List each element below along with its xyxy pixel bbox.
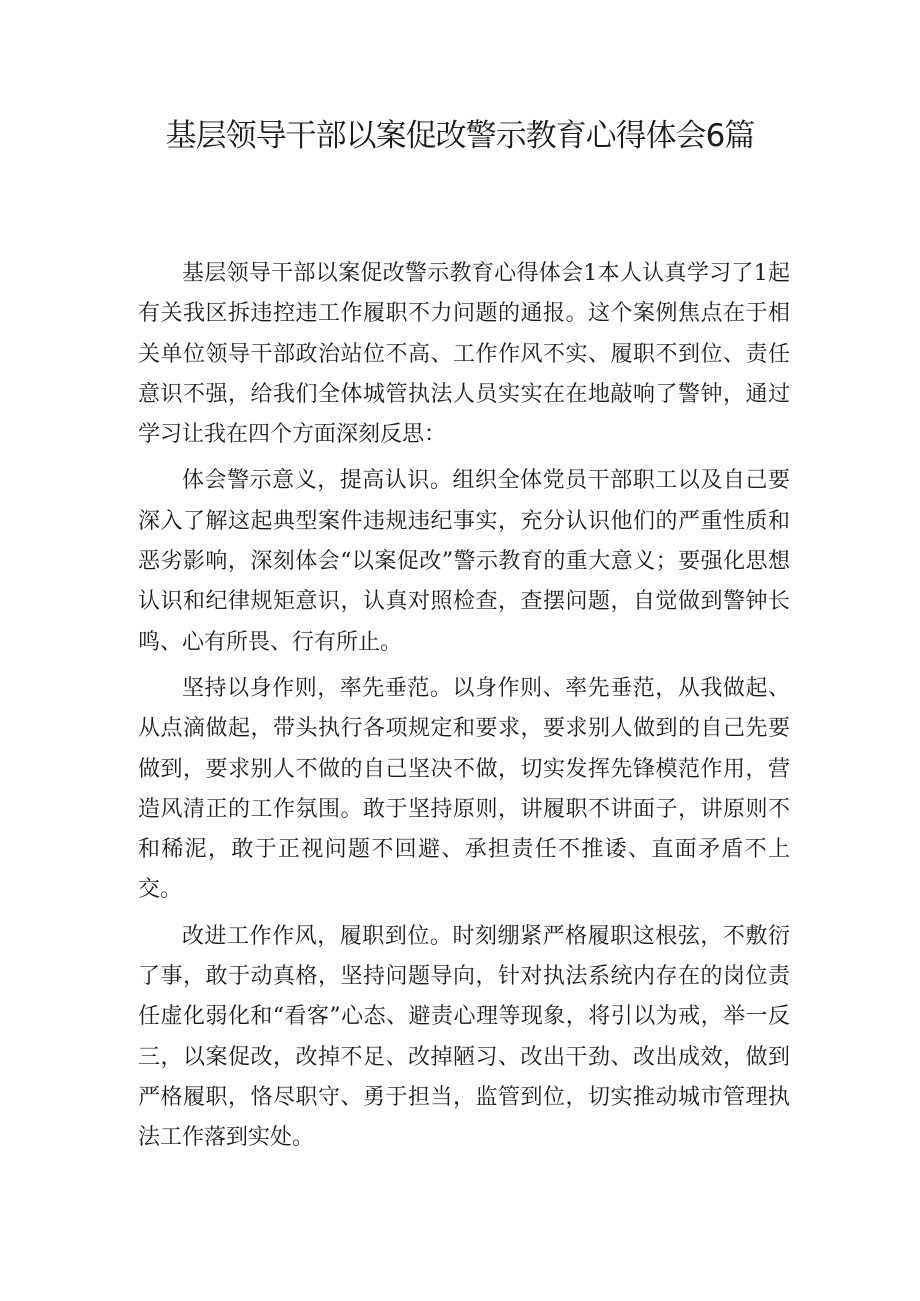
paragraph-lead-by-example: 坚持以身作则，率先垂范。以身作则、率先垂范，从我做起、从点滴做起，带头执行各项规定和要求，要求别人做到的自己先要做到，要求别人不做的自己坚决不做，切实发挥先锋模范作用，营造风清正的工作氛围。敢于坚持原则，讲履职不讲面子，讲原则不和稀泥，敢于正视问题不回避、承担责任不推诿、直面矛盾不上交。 xyxy=(138,675,790,903)
document-body xyxy=(138,254,790,1165)
paragraph-intro: 基层领导干部以案促改警示教育心得体会1本人认真学习了1起有关我区拆违控违工作履职不力问题的通报。这个案例焦点在于相关单位领导干部政治站位不高、工作作风不实、履职不到位、责任意识不强，给我们全体城管执法人员实实在在地敲响了警钟，通过学习让我在四个方面深刻反思： xyxy=(138,261,790,448)
paragraph-improve-work-style: 改进工作作风，履职到位。时刻绷紧严格履职这根弦，不敷衍了事，敢于动真格，坚持问题导向，针对执法系统内存在的岗位责任虚化弱化和“看客”心态、避责心理等现象，将引以为戒，举一反三，以案促改，改掉不足、改掉陋习、改出干劲、改出成效，做到严格履职，恪尽职守、勇于担当，监管到位，切实推动城市管理执法工作落到实处。 xyxy=(138,923,790,1151)
paragraph-warning-significance: 体会警示意义，提高认识。组织全体党员干部职工以及自己要深入了解这起典型案件违规违纪事实，充分认识他们的严重性质和恶劣影响，深刻体会“以案促改”警示教育的重大意义；要强化思想认识和纪律规矩意识，认真对照检查，查摆问题，自觉做到警钟长鸣、心有所畏、行有所止。 xyxy=(138,468,790,655)
document-title: 基层领导干部以案促改警示教育心得体会6篇 xyxy=(165,118,755,154)
